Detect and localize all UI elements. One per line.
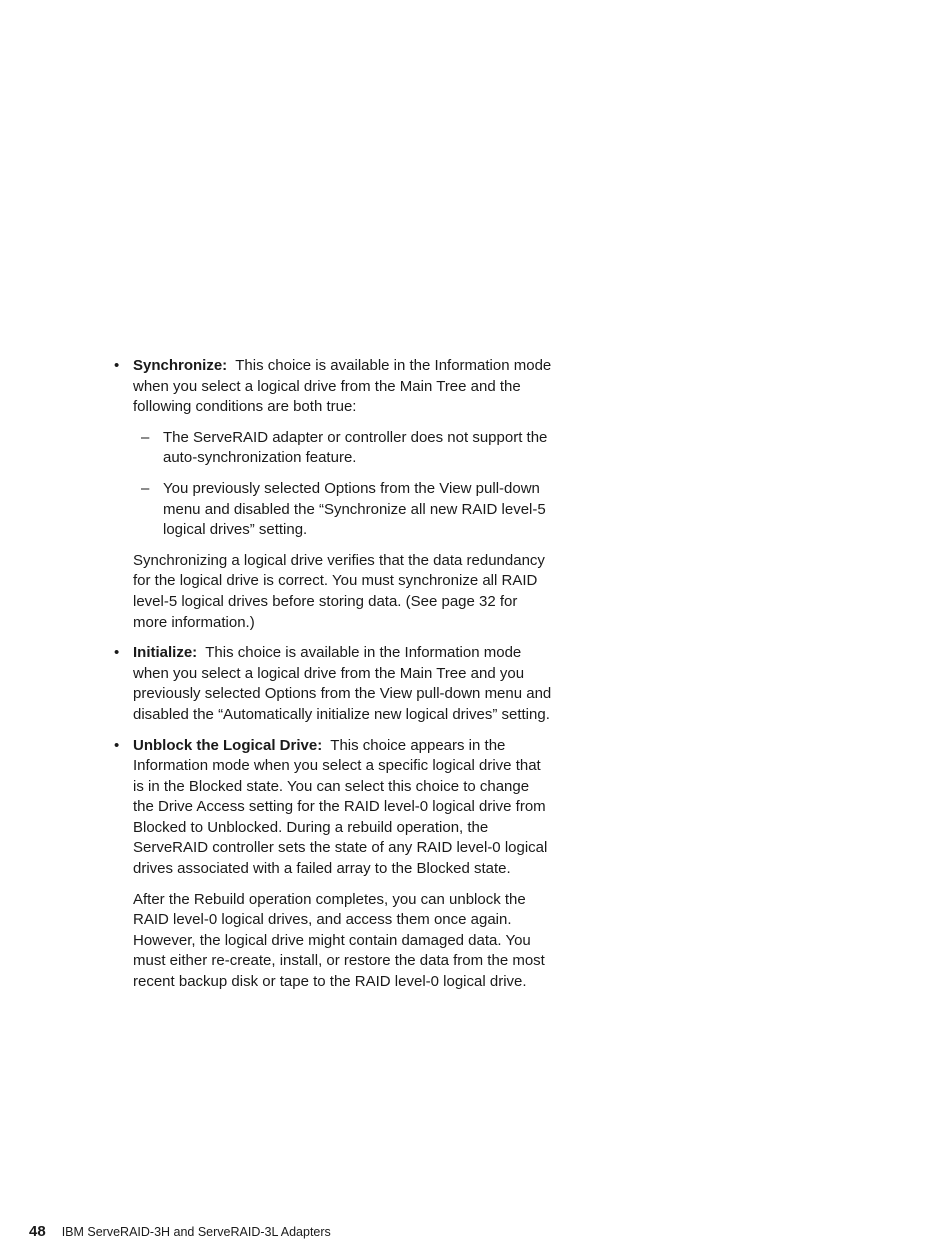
item-intro <box>133 736 552 880</box>
sub-item-text: You previously selected Options from the View pull-down menu and disabled the “Synchronize all new RAID level-5 logical drives” setting. <box>163 479 546 539</box>
item-intro <box>133 356 552 418</box>
item-intro-text: This choice appears in the Information mode when you select a specific logical drive that is in the Blocked state. You can select this choice to change the Drive Access setting for the RAID level-0 logical drive from Blocked to Unblocked. During a rebuild operation, the ServeRAID controller sets the state of any RAID level-0 logical drives associated with a failed array to the Blocked state. <box>133 736 548 878</box>
dash-icon: – <box>141 479 150 497</box>
bullet-icon: • <box>114 357 120 374</box>
bullet-icon: • <box>114 644 120 662</box>
document-body <box>112 356 552 1003</box>
list-item-unblock <box>112 736 552 993</box>
bullet-icon: • <box>114 736 120 754</box>
footer-title: IBM ServeRAID-3H and ServeRAID-3L Adapters <box>61 1225 331 1239</box>
item-intro <box>133 643 552 725</box>
item-term: Unblock the Logical Drive: <box>133 736 323 754</box>
item-term: Synchronize: <box>133 357 228 374</box>
sub-list-item <box>133 479 552 541</box>
list-item-synchronize <box>112 356 552 633</box>
item-intro-text: This choice is available in the Information mode when you select a logical drive from the Main Tree and you previously selected Options from the View pull-down menu and disabled the “Automatically initialize new logical drives” setting. <box>133 644 552 723</box>
page-number: 48 <box>29 1223 46 1240</box>
sub-list-item <box>133 428 552 469</box>
sub-item-text: The ServeRAID adapter or controller does not support the auto-synchronization feature. <box>163 428 548 467</box>
sub-list <box>133 428 552 541</box>
page-footer <box>29 1223 331 1241</box>
item-term: Initialize: <box>133 644 198 662</box>
list-item-initialize <box>112 643 552 725</box>
item-intro-text: This choice is available in the Information mode when you select a logical drive from the Main Tree and the following conditions are both true: <box>133 357 552 416</box>
item-followup: After the Rebuild operation completes, you can unblock the RAID level-0 logical drives, and access them once again. However, the logical drive might contain damaged data. You must either re-create, install, or restore the data from the most recent backup disk or tape to the RAID level-0 logical drive. <box>133 890 545 991</box>
item-followup: Synchronizing a logical drive verifies that the data redundancy for the logical drive is correct. You must synchronize all RAID level-5 logical drives before storing data. (See page 32 for more information.) <box>133 551 545 631</box>
dash-icon: – <box>141 428 150 446</box>
